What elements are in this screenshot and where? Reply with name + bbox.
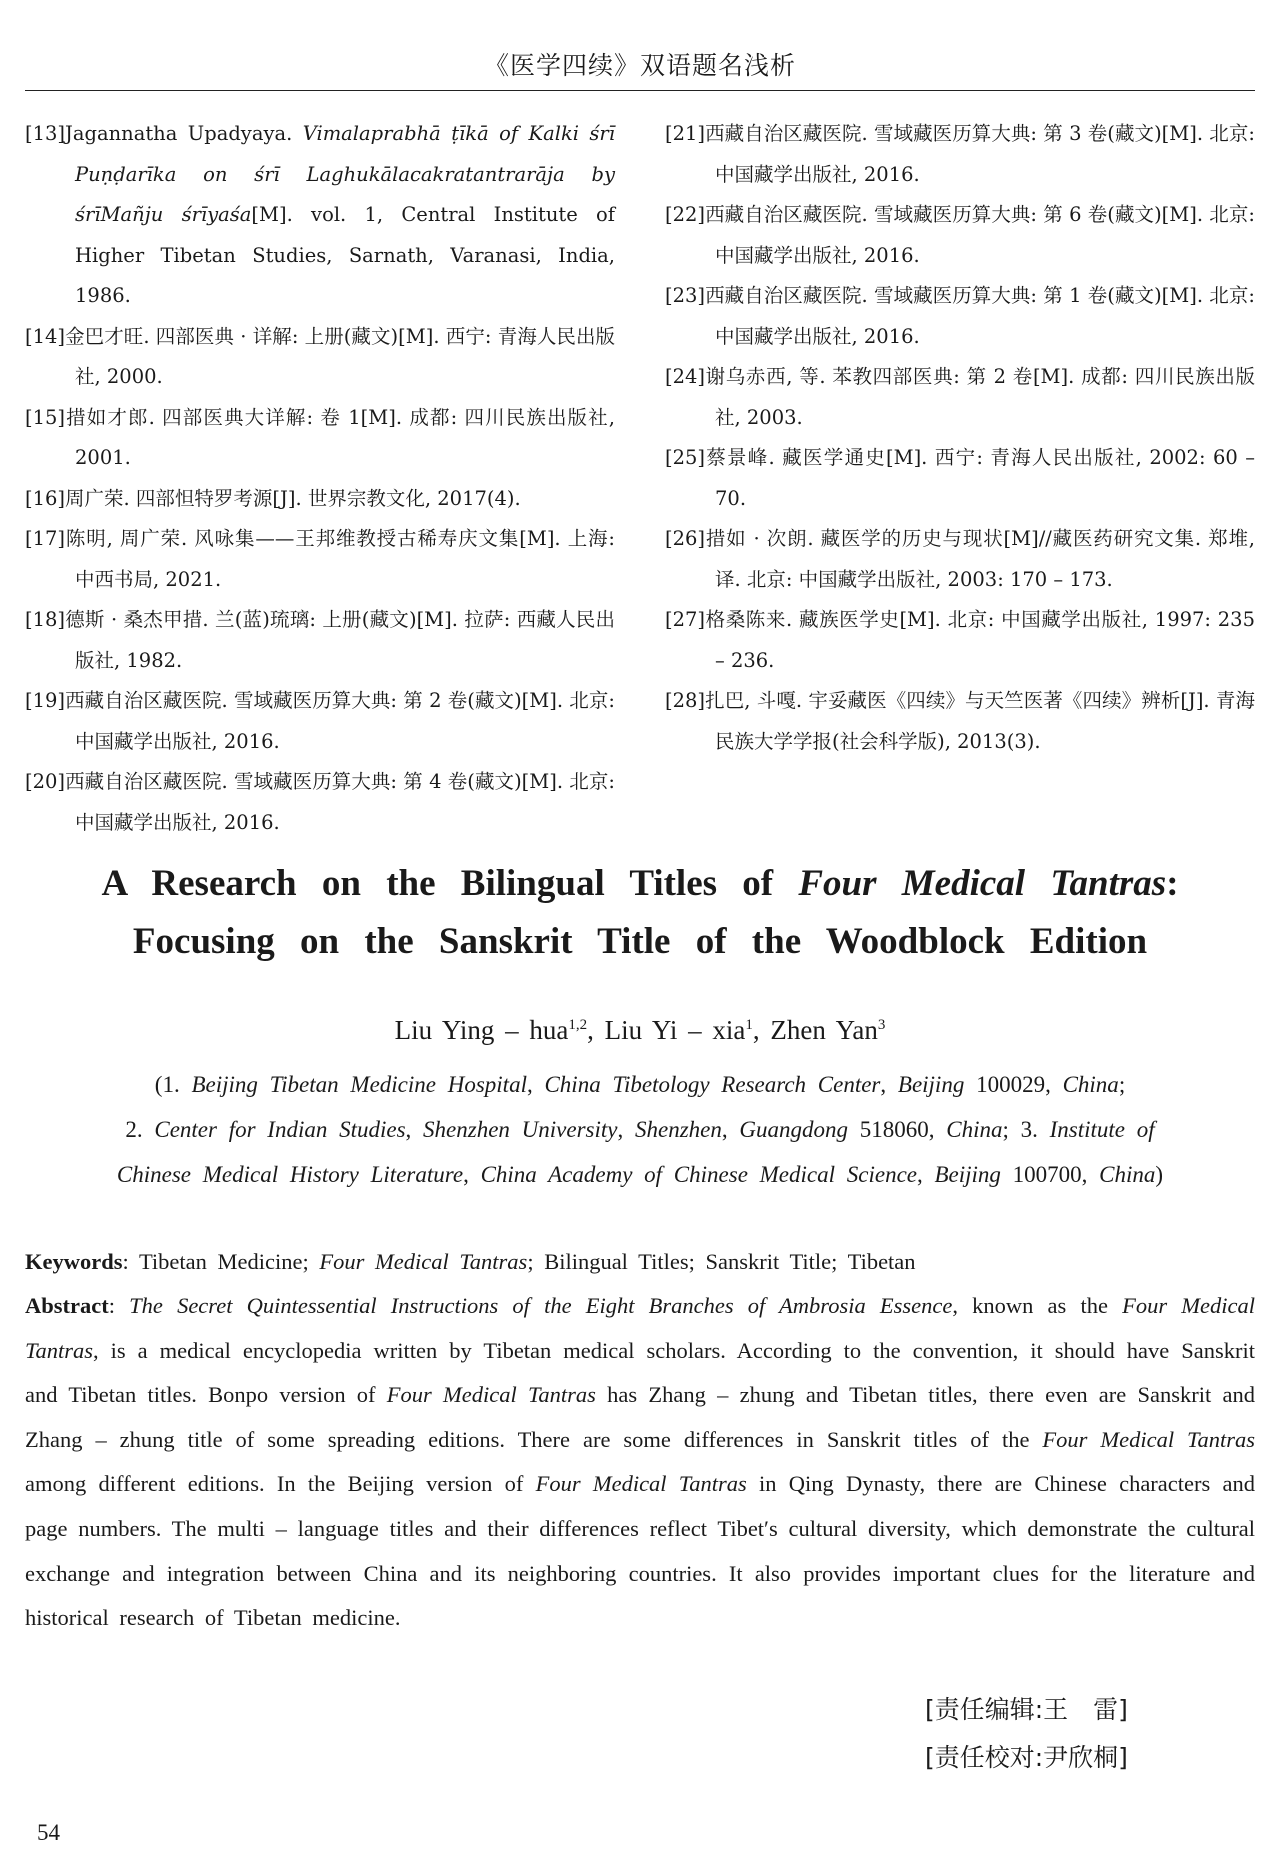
reference-item [665,114,1255,195]
affiliation-text: 100700, [1000,1162,1100,1187]
reference-text: Jagannatha Upadyaya. [65,122,303,145]
affiliation-text: Chinese Medical History Literature [116,1162,464,1187]
reference-text: 西藏自治区藏医院. 雪域藏医历算大典: 第 1 卷(藏文)[M]. 北京: 中国藏学出版社, 2016. [705,284,1255,348]
keywords-text: Four Medical Tantras [319,1249,528,1274]
reference-number: [15] [25,405,66,429]
header-rule [25,90,1255,91]
affiliation-text: Beijing [934,1162,1001,1187]
affiliation-text: Guangdong [739,1117,848,1142]
reference-item [665,195,1255,276]
abstract-label: Abstract [25,1293,109,1318]
reference-text: 蔡景峰. 藏医学通史[M]. 西宁: 青海人民出版社, 2002: 60 – 70. [705,446,1255,510]
english-title-colon: : [1166,863,1179,904]
affiliation-text: China [1099,1162,1156,1187]
reference-text: 德斯 · 桑杰甲措. 兰(蓝)琉璃: 上册(藏文)[M]. 拉萨: 西藏人民出版社, 1982. [65,608,615,672]
author-name: Liu Yi – xia [604,1015,746,1045]
reference-text: 扎巴, 斗嘎. 宇妥藏医《四续》与天竺医著《四续》辨析[J]. 青海民族大学学报(社会科学版), 2013(3). [705,689,1255,753]
reference-number: [20] [25,770,66,793]
reference-item [25,398,615,479]
reference-item [665,438,1255,519]
abstract-text: , is a medical encyclopedia written by Tibetan medical scholars. According to the convention, it should have Sanskrit and Tibetan titles. Bonpo version of [25,1337,1255,1408]
reference-number: [18] [25,608,66,631]
reference-item [665,276,1255,357]
keywords-text: ; Bilingual Titles; Sanskrit Title; Tibetan [527,1249,916,1274]
affiliation-text: China Tibetology Research Center [544,1072,881,1097]
reference-text: [M]. vol. 1, Central Institute of Higher Tibetan Studies, Sarnath, Varanasi, India, 1986. [75,203,615,307]
abstract-text: The Secret Quintessential Instructions of the Eight Branches of Ambrosia Essence [129,1293,953,1318]
affiliation-text: , [916,1162,935,1187]
reference-text: 陈明, 周广荣. 风咏集——王邦维教授古稀寿庆文集[M]. 上海: 中西书局, 2021. [65,527,615,591]
affiliation-text: , [617,1117,635,1142]
english-title-line-1-text: A Research on the Bilingual Titles of [101,863,799,904]
author-name: Liu Ying – hua [394,1015,569,1045]
abstract-text: has Zhang – zhung and Tibetan titles, there even are Sanskrit and Zhang – zhung title of some spreading editions. There are some differences in Sanskrit titles of the [25,1382,1255,1452]
affiliation-text: 100029, [964,1072,1063,1097]
affiliation-text: , [721,1117,740,1142]
affiliation-line-1 [25,1062,1255,1107]
reference-text: 措如 · 次朗. 藏医学的历史与现状[M]//藏医药研究文集. 郑堆, 译. 北京: 中国藏学出版社, 2003: 170 – 173. [705,527,1255,591]
english-title-italic: Four Medical Tantras [798,863,1167,904]
abstract-text: in Qing Dynasty, there are Chinese characters and page numbers. The multi – language titles and their differences reflect Tibet′s cultural diversity, which demonstrate the cultural exchange and integration between China and its neighboring countries. It also provides important clues for the literature and historical research of Tibetan medicine. [25,1471,1255,1631]
reference-text: 格桑陈来. 藏族医学史[M]. 北京: 中国藏学出版社, 1997: 235 – 236. [705,608,1255,672]
reference-number: [27] [665,608,706,631]
reference-text: Vimalaprabhā ṭīkā of Kalki śrī Puṇḍarīka on śrī Laghukālacakratantrarāja by śrīMañju śrīyaśa [75,122,615,226]
english-title [25,855,1255,971]
english-title-line-1 [25,855,1255,913]
abstract-body [25,1293,1255,1630]
affiliation-text: ; 3. [1002,1117,1050,1142]
reference-text: 西藏自治区藏医院. 雪域藏医历算大典: 第 4 卷(藏文)[M]. 北京: 中国藏学出版社, 2016. [65,770,615,834]
abstract-text: Four Medical Tantras [25,1293,1256,1363]
affiliation-text: Beijing Tibetan Medicine Hospital [191,1072,527,1097]
reference-number: [24] [665,365,706,388]
reference-text: 西藏自治区藏医院. 雪域藏医历算大典: 第 2 卷(藏文)[M]. 北京: 中国藏学出版社, 2016. [65,689,615,753]
reference-item [665,519,1255,600]
keywords-label: Keywords [25,1249,123,1274]
reference-item [665,600,1255,681]
abstract-text: Four Medical Tantras [1042,1426,1255,1452]
reference-number: [28] [665,689,706,712]
affiliation-text: , [405,1117,424,1142]
affiliation-text: China [1062,1072,1119,1097]
reference-number: [17] [25,527,66,550]
reference-number: [25] [665,446,706,469]
author-affiliation-mark: 1,2 [568,1017,588,1033]
page-number: 54 [37,1820,60,1845]
reference-text: 西藏自治区藏医院. 雪域藏医历算大典: 第 6 卷(藏文)[M]. 北京: 中国藏学出版社, 2016. [705,203,1255,267]
reference-number: [13] [25,122,66,145]
author-separator: , [752,1015,771,1045]
affiliation-line-2 [25,1107,1255,1152]
english-title-line-2: Focusing on the Sanskrit Title of the Woodblock Edition [132,921,1148,962]
reference-text: 西藏自治区藏医院. 雪域藏医历算大典: 第 3 卷(藏文)[M]. 北京: 中国藏学出版社, 2016. [705,122,1255,186]
abstract-text: Four Medical Tantras [535,1471,747,1497]
reference-item [25,681,615,762]
reference-text: 措如才郎. 四部医典大详解: 卷 1[M]. 成都: 四川民族出版社, 2001. [65,405,615,469]
reference-item [25,114,615,317]
reference-number: [16] [25,486,66,510]
affiliation-text: Institute of [1049,1117,1155,1142]
author-affiliation-mark: 1 [745,1017,753,1033]
affiliation-text: China [946,1117,1003,1142]
abstract-text: Four Medical Tantras [386,1382,596,1408]
affiliation-text: Shenzhen University [423,1117,618,1142]
references-left-column [25,114,615,843]
affiliation-text: Shenzhen [634,1117,722,1142]
reference-text: 周广荣. 四部怛特罗考源[J]. 世界宗教文化, 2017(4). [65,486,521,510]
abstract-text: among different editions. In the Beijing version of [25,1471,536,1497]
references-right-column [665,114,1255,762]
reference-item [665,681,1255,762]
affiliation-text: 2. [125,1117,155,1142]
reference-number: [14] [25,324,66,348]
abstract [25,1284,1255,1641]
affiliation-text: 518060, [847,1117,947,1142]
reference-text: 金巴才旺. 四部医典 · 详解: 上册(藏文)[M]. 西宁: 青海人民出版社, 2000. [65,324,615,388]
reference-number: [21] [665,122,706,145]
affiliation-text: (1. [154,1072,192,1097]
affiliation-text: Center for Indian Studies [154,1117,406,1142]
reference-item [25,479,615,520]
responsible-editor: [责任编辑:王 雷] [925,1695,1128,1724]
reference-item [25,762,615,843]
reference-item [25,317,615,398]
affiliation-text: , [880,1072,898,1097]
affiliation-text: , [463,1162,481,1187]
reference-item [25,600,615,681]
reference-number: [22] [665,203,706,226]
author-separator: , [587,1015,605,1045]
keywords [25,1240,1255,1284]
running-header: 《医学四续》双语题名浅析 [483,51,796,80]
affiliation-text: ) [1155,1162,1164,1187]
author-affiliation-mark: 3 [877,1017,886,1033]
author-name: Zhen Yan [770,1015,878,1045]
reference-number: [23] [665,284,706,307]
keywords-text: : Tibetan Medicine; [122,1249,320,1274]
reference-number: [19] [25,689,66,712]
affiliation-text: ; [1118,1072,1126,1097]
affiliation-text: Beijing [897,1072,965,1097]
reference-text: 谢乌赤西, 等. 苯教四部医典: 第 2 卷[M]. 成都: 四川民族出版社, 2003. [705,365,1255,429]
reference-item [665,357,1255,438]
reference-item [25,519,615,600]
abstract-text: , known as the [952,1293,1123,1318]
affiliation-text: China Academy of Chinese Medical Science [480,1162,917,1187]
affiliations [25,1062,1255,1197]
abstract-text: : [108,1293,130,1318]
editor-credits [925,1686,1128,1782]
reference-number: [26] [665,527,706,550]
affiliation-text: , [526,1072,545,1097]
keywords-body [123,1249,916,1274]
affiliation-line-3 [25,1152,1255,1197]
authors [25,1015,1255,1046]
proofreader: [责任校对:尹欣桐] [925,1743,1128,1772]
